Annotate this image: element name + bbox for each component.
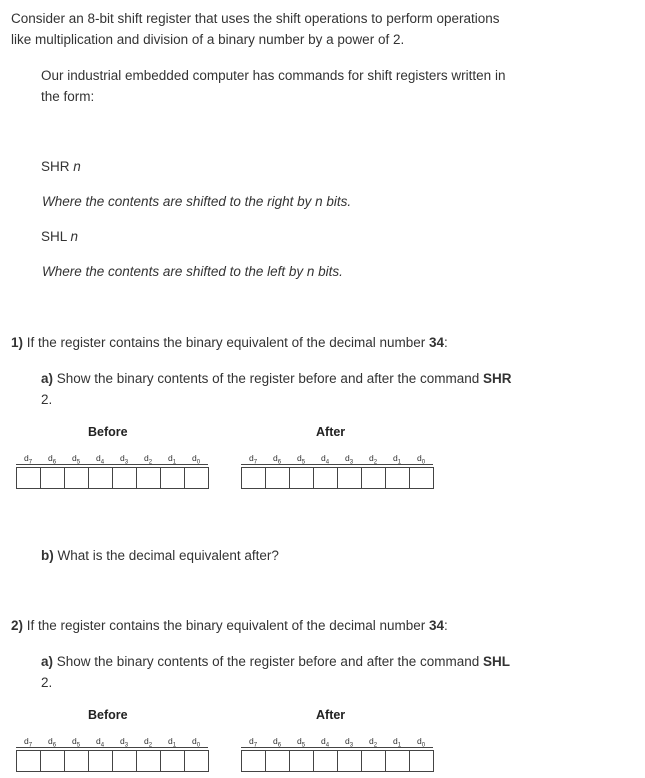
bit-label-d0: $d_0$	[416, 453, 426, 466]
bit-cell-d5[interactable]	[290, 468, 314, 488]
shl-param: n	[70, 229, 79, 244]
bit-cell-d4[interactable]	[314, 751, 338, 771]
bit-cell-d2[interactable]	[362, 468, 386, 488]
bit-cell-d3[interactable]	[113, 751, 137, 771]
register-cells	[241, 750, 434, 772]
bit-cell-d2[interactable]	[137, 468, 161, 488]
bit-cell-d4[interactable]	[89, 751, 113, 771]
bit-label-d4: $d_4$	[320, 736, 330, 749]
q2a-cont: 2.	[41, 675, 53, 690]
q1b	[41, 545, 279, 566]
bit-cell-d2[interactable]	[362, 751, 386, 771]
bit-cell-d6[interactable]	[41, 751, 65, 771]
bit-label-d6: $d_6$	[47, 453, 57, 466]
bit-label-d2: $d_2$	[143, 736, 153, 749]
register-cells	[16, 750, 209, 772]
bit-cell-d3[interactable]	[338, 468, 362, 488]
register-cells	[16, 467, 209, 489]
bit-label-d7: $d_7$	[23, 736, 33, 749]
bit-labels	[241, 736, 433, 749]
bit-label-d5: $d_5$	[296, 453, 306, 466]
bit-label-d5: $d_5$	[71, 453, 81, 466]
bit-cell-d4[interactable]	[89, 468, 113, 488]
bit-cell-d3[interactable]	[113, 468, 137, 488]
before-label: Before	[88, 708, 128, 722]
q1a-command: SHR	[483, 371, 512, 386]
bit-cell-d1[interactable]	[386, 468, 410, 488]
q1-number: 1)	[11, 335, 24, 350]
bit-label-d1: $d_1$	[392, 453, 402, 466]
q1-colon: :	[444, 335, 448, 350]
q2a-command: SHL	[483, 654, 511, 669]
bit-cell-d6[interactable]	[266, 468, 290, 488]
bit-label-d4: $d_4$	[95, 453, 105, 466]
bit-cell-d0[interactable]	[410, 468, 433, 488]
q1-text: If the register contains the binary equivalent of the decimal number	[23, 335, 429, 350]
shl-name: SHL	[41, 229, 67, 244]
bit-cell-d6[interactable]	[41, 468, 65, 488]
intro-line-2: like multiplication and division of a binary number by a power of 2.	[11, 32, 405, 47]
bit-label-d7: $d_7$	[23, 453, 33, 466]
bit-label-d3: $d_3$	[119, 453, 129, 466]
bit-cell-d5[interactable]	[65, 751, 89, 771]
bit-label-d0: $d_0$	[191, 736, 201, 749]
after-label: After	[316, 708, 346, 722]
q1-value: 34	[429, 335, 445, 350]
q2-stem	[11, 615, 448, 636]
bit-label-d2: $d_2$	[143, 453, 153, 466]
bit-label-d3: $d_3$	[344, 453, 354, 466]
register-cells	[241, 467, 434, 489]
bit-cell-d1[interactable]	[161, 751, 185, 771]
intro-line-1: Consider an 8-bit shift register that uses the shift operations to perform operations	[11, 11, 500, 26]
bit-cell-d0[interactable]	[185, 468, 208, 488]
bit-label-d7: $d_7$	[248, 736, 258, 749]
shr-description: Where the contents are shifted to the right by n bits.	[42, 194, 352, 209]
q1b-text: What is the decimal equivalent after?	[53, 548, 279, 563]
bit-labels	[16, 453, 208, 466]
bit-label-d0: $d_0$	[416, 736, 426, 749]
bit-labels	[241, 453, 433, 466]
bit-rule	[16, 747, 208, 748]
q1a-text: Show the binary contents of the register before and after the command	[53, 371, 484, 386]
q2a	[41, 651, 561, 693]
q2-number: 2)	[11, 618, 24, 633]
q1a-cont: 2.	[41, 392, 53, 407]
bit-cell-d5[interactable]	[65, 468, 89, 488]
bit-label-d4: $d_4$	[95, 736, 105, 749]
bit-cell-d1[interactable]	[386, 751, 410, 771]
bit-cell-d2[interactable]	[137, 751, 161, 771]
q2a-text: Show the binary contents of the register before and after the command	[53, 654, 484, 669]
commands-intro-2: the form:	[41, 89, 95, 104]
q2-text: If the register contains the binary equivalent of the decimal number	[23, 618, 429, 633]
bit-cell-d7[interactable]	[242, 751, 266, 771]
bit-label-d2: $d_2$	[368, 453, 378, 466]
bit-cell-d7[interactable]	[242, 468, 266, 488]
after-label: After	[316, 425, 346, 439]
bit-rule	[241, 747, 433, 748]
q1b-label: b)	[41, 548, 54, 563]
shl-command	[41, 226, 78, 247]
bit-cell-d7[interactable]	[17, 468, 41, 488]
q2a-label: a)	[41, 654, 54, 669]
q1a-label: a)	[41, 371, 54, 386]
bit-label-d6: $d_6$	[272, 736, 282, 749]
bit-label-d6: $d_6$	[47, 736, 57, 749]
q2-value: 34	[429, 618, 445, 633]
bit-cell-d0[interactable]	[410, 751, 433, 771]
q1-stem	[11, 332, 448, 353]
shr-name: SHR	[41, 159, 70, 174]
shl-description: Where the contents are shifted to the left by n bits.	[42, 264, 343, 279]
bit-label-d0: $d_0$	[191, 453, 201, 466]
before-label: Before	[88, 425, 128, 439]
bit-cell-d6[interactable]	[266, 751, 290, 771]
bit-cell-d5[interactable]	[290, 751, 314, 771]
bit-label-d6: $d_6$	[272, 453, 282, 466]
shr-command	[41, 156, 81, 177]
bit-cell-d3[interactable]	[338, 751, 362, 771]
bit-label-d1: $d_1$	[392, 736, 402, 749]
bit-label-d2: $d_2$	[368, 736, 378, 749]
bit-label-d1: $d_1$	[167, 453, 177, 466]
bit-label-d3: $d_3$	[344, 736, 354, 749]
bit-rule	[16, 464, 208, 465]
bit-cell-d0[interactable]	[185, 751, 208, 771]
q1a	[41, 368, 561, 410]
bit-labels	[16, 736, 208, 749]
commands-intro-1: Our industrial embedded computer has commands for shift registers written in	[41, 68, 506, 83]
bit-cell-d7[interactable]	[17, 751, 41, 771]
bit-label-d7: $d_7$	[248, 453, 258, 466]
bit-label-d4: $d_4$	[320, 453, 330, 466]
bit-rule	[241, 464, 433, 465]
q2-colon: :	[444, 618, 448, 633]
bit-label-d3: $d_3$	[119, 736, 129, 749]
bit-label-d1: $d_1$	[167, 736, 177, 749]
shr-param: n	[73, 159, 81, 174]
bit-label-d5: $d_5$	[71, 736, 81, 749]
bit-cell-d1[interactable]	[161, 468, 185, 488]
bit-label-d5: $d_5$	[296, 736, 306, 749]
bit-cell-d4[interactable]	[314, 468, 338, 488]
